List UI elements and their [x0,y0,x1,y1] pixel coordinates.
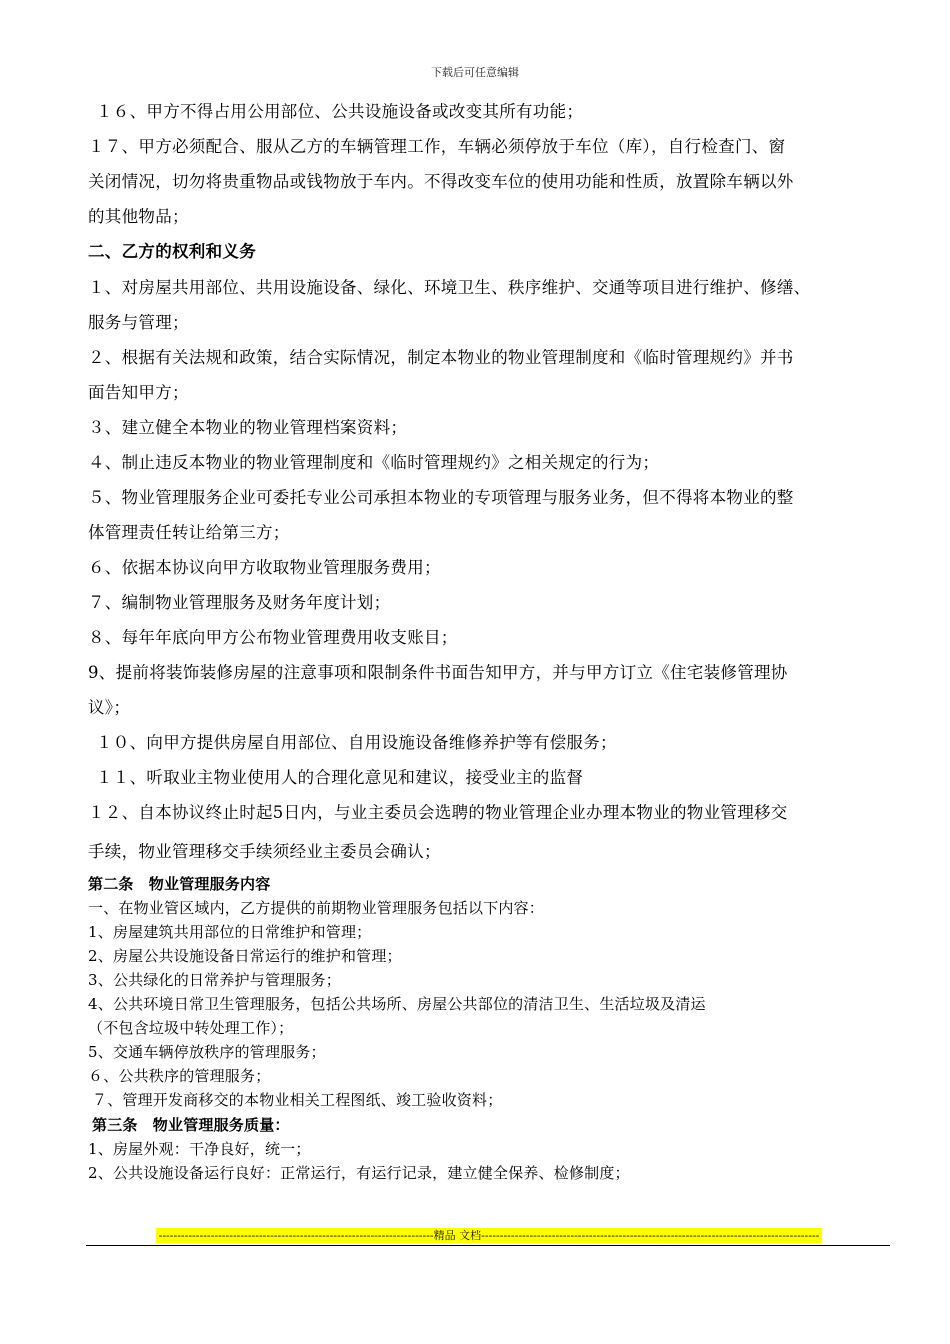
text-line: ８、每年年底向甲方公布物业管理费用收支账目； [88,628,458,647]
text-line: １２、自本协议终止时起5日内，与业主委员会选聘的物业管理企业办理本物业的物业管理移交 [88,803,788,822]
text-line: 1、房屋建筑共用部位的日常维护和管理； [88,923,372,941]
text-line: ７、管理开发商移交的本物业相关工程图纸、竣工验收资料； [92,1091,503,1109]
text-line: 议》； [88,698,131,717]
text-line: １、对房屋共用部位、共用设施设备、绿化、环境卫生、秩序维护、交通等项目进行维护、修缮、 [88,278,811,297]
text-line: １１、听取业主物业使用人的合理化意见和建议，接受业主的监督 [96,768,584,787]
page-header: 下载后可任意编辑 [431,66,519,79]
text-line: ３、建立健全本物业的物业管理档案资料； [88,418,408,437]
text-line: １６、甲方不得占用公用部位、公共设施设备或改变其所有功能； [96,102,584,121]
text-line: ２、根据有关法规和政策，结合实际情况，制定本物业的物业管理制度和《临时管理规约》并书 [88,348,794,367]
text-line: 2、公共设施设备运行良好：正常运行，有运行记录，建立健全保养、检修制度； [88,1164,630,1182]
text-line: 体管理责任转让给第三方； [88,523,290,542]
section-heading: 二、乙方的权利和义务 [88,242,256,261]
text-line: １７、甲方必须配合、服从乙方的车辆管理工作，车辆必须停放于车位（库），自行检查门、窗 [88,137,786,156]
text-line: 3、公共绿化的日常养护与管理服务； [88,971,341,989]
text-line: ４、制止违反本物业的物业管理制度和《临时管理规约》之相关规定的行为； [88,453,660,472]
section-heading: 第三条 物业管理服务质量： [92,1116,290,1134]
text-line: 一、在物业管区域内，乙方提供的前期物业管理服务包括以下内容： [88,899,545,917]
text-line: 手续，物业管理移交手续须经业主委员会确认； [88,842,441,861]
text-line: 1、房屋外观：干净良好，统一； [88,1140,311,1158]
text-line: 关闭情况，切勿将贵重物品或钱物放于车内。不得改变车位的使用功能和性质，放置除车辆以外 [88,172,794,191]
text-line: 2、房屋公共设施设备日常运行的维护和管理； [88,947,402,965]
footer-rule [86,1245,890,1246]
text-line: ５、物业管理服务企业可委托专业公司承担本物业的专项管理与服务业务，但不得将本物业的整 [88,488,794,507]
text-line: ６、公共秩序的管理服务； [88,1067,271,1085]
text-line: （不包含垃圾中转处理工作）； [88,1019,294,1037]
footer-banner: --------------------------------------------------------------------------精品 文档------------------------------------------------------------------------------------------- [156,1228,822,1243]
section-heading: 第二条 物业管理服务内容 [88,875,271,893]
text-line: ６、依据本协议向甲方收取物业管理服务费用； [88,558,441,577]
text-line: 的其他物品； [88,207,189,226]
text-line: 9、提前将装饰装修房屋的注意事项和限制条件书面告知甲方，并与甲方订立《住宅装修管理协 [88,663,788,682]
text-line: 服务与管理； [88,313,189,332]
text-line: ７、编制物业管理服务及财务年度计划； [88,593,391,612]
text-line: 4、公共环境日常卫生管理服务，包括公共场所、房屋公共部位的清洁卫生、生活垃圾及清运 [88,995,706,1013]
text-line: １０、向甲方提供房屋自用部位、自用设施设备维修养护等有偿服务； [96,733,617,752]
text-line: 5、交通车辆停放秩序的管理服务； [88,1043,326,1061]
text-line: 面告知甲方； [88,383,189,402]
